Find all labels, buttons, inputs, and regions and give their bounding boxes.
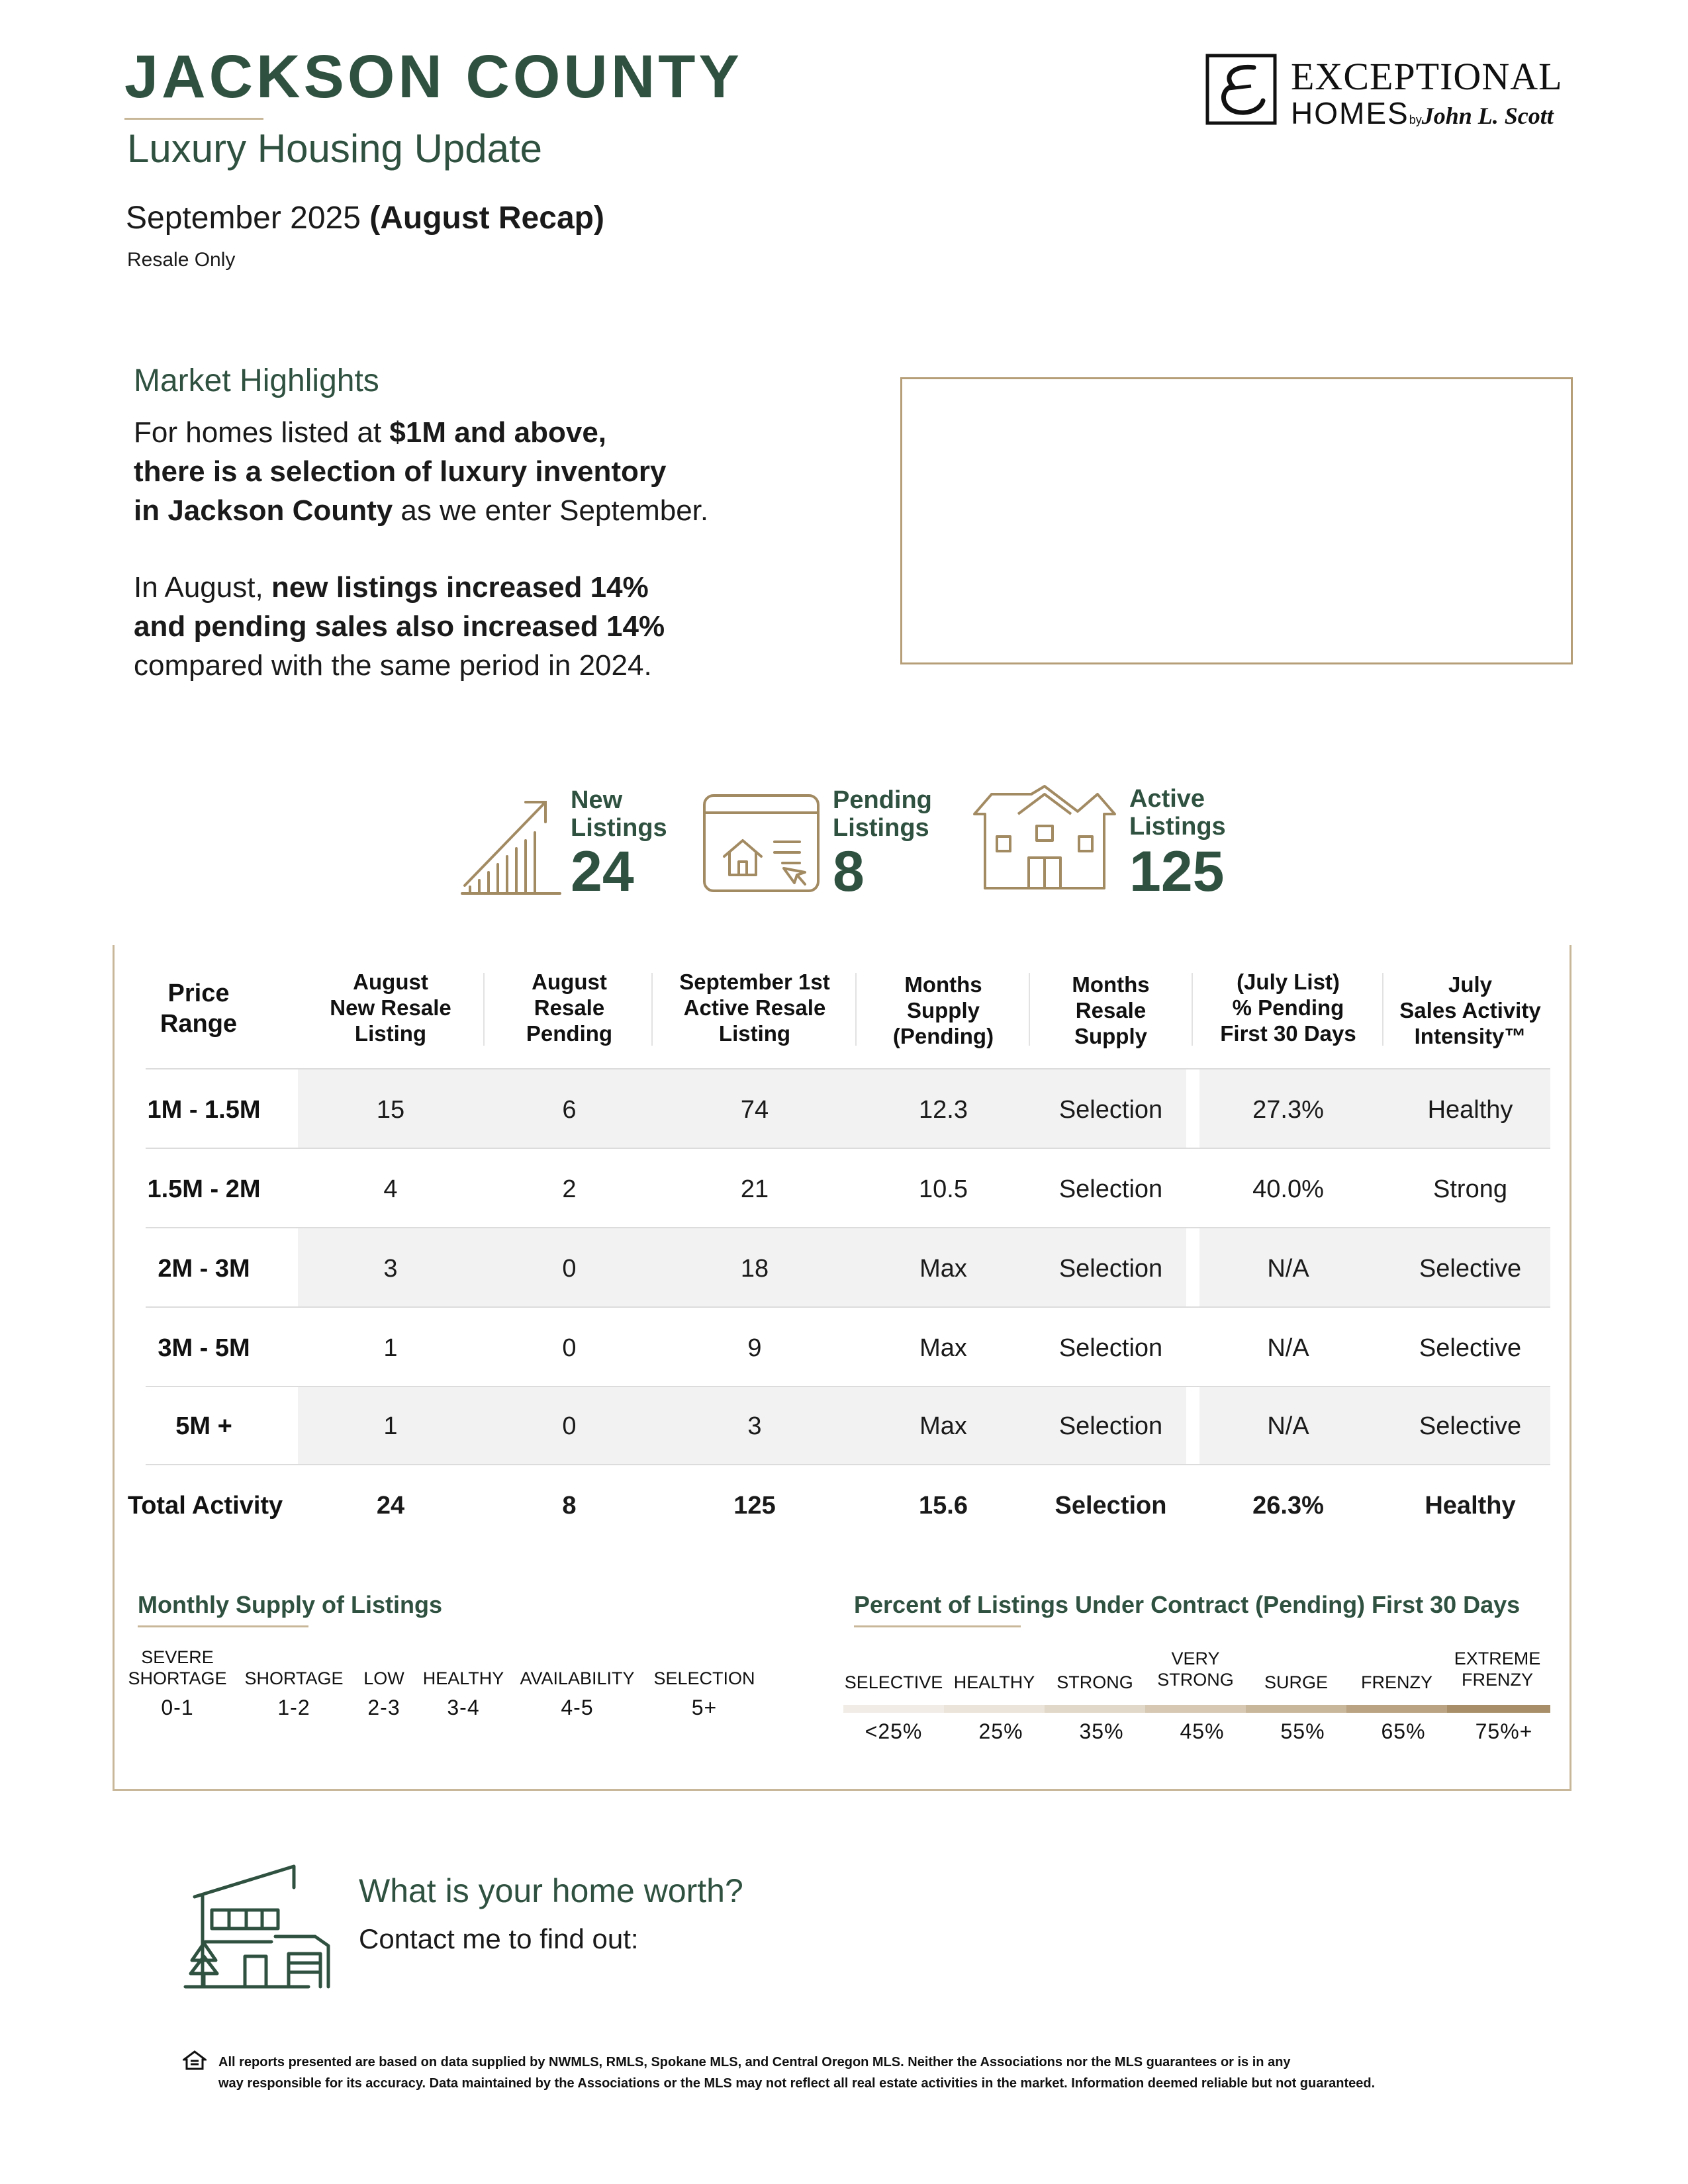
- pending-legend-value: <25%: [865, 1719, 923, 1743]
- table-cell: 12.3: [919, 1096, 968, 1124]
- pending-legend-label: [1145, 1648, 1246, 1690]
- label-line: New: [571, 786, 623, 814]
- p1-bold: in Jackson County: [134, 494, 393, 527]
- supply-legend-label: AVAILABILITY: [520, 1668, 635, 1688]
- table-cell: 6: [562, 1096, 577, 1124]
- stat-active-listings: [972, 785, 1226, 903]
- row-divider: [146, 1148, 1550, 1149]
- supply-legend-value: 4-5: [561, 1696, 594, 1719]
- table-cell: 4: [383, 1175, 398, 1203]
- logo-homes: HOMES: [1291, 96, 1409, 130]
- table-cell: Selection: [1058, 1255, 1163, 1283]
- pending-scale-segment: [1045, 1705, 1145, 1713]
- header-line: Supply: [906, 998, 980, 1023]
- table-cell: N/A: [1267, 1412, 1309, 1440]
- row-divider: [146, 1306, 1550, 1308]
- header-divider: [855, 973, 857, 1046]
- header-line: First 30 Days: [1220, 1021, 1356, 1046]
- label-line: VERY: [1171, 1649, 1220, 1668]
- pending-scale-segment: [1145, 1705, 1246, 1713]
- table-cell: 74: [740, 1096, 769, 1124]
- table-cell: Selective: [1419, 1255, 1522, 1283]
- header-line: Resale: [1075, 998, 1147, 1023]
- supply-legend-label: SHORTAGE: [244, 1668, 344, 1688]
- header-line: New Resale: [330, 995, 451, 1020]
- table-cell: Selection: [1058, 1175, 1163, 1203]
- supply-legend-value: 2-3: [367, 1696, 400, 1719]
- price-range-cell: 2M - 3M: [158, 1255, 250, 1283]
- supply-legend-value: 3-4: [447, 1696, 480, 1719]
- total-cell: 26.3%: [1252, 1492, 1324, 1520]
- table-cell: Healthy: [1427, 1096, 1513, 1124]
- pending-scale-segment: [843, 1705, 944, 1713]
- total-cell: 24: [376, 1492, 405, 1520]
- p2-text: In August,: [134, 571, 271, 604]
- highlights-paragraph-2: [134, 568, 665, 685]
- table-cell: 0: [562, 1255, 577, 1283]
- total-cell: Healthy: [1425, 1492, 1516, 1520]
- logo-line2: [1291, 95, 1554, 131]
- header-divider: [1382, 973, 1383, 1046]
- label-line: Listings: [833, 814, 929, 842]
- cta-question: What is your home worth?: [359, 1872, 743, 1909]
- cta-house-illustration: [179, 1857, 338, 1993]
- table-cell: 3: [747, 1412, 762, 1440]
- table-cell: Selection: [1058, 1096, 1163, 1124]
- table-cell: 10.5: [919, 1175, 968, 1203]
- disclaimer: [218, 2052, 1509, 2094]
- header-months-supply-pending: [861, 972, 1026, 1049]
- supply-legend-value: 0-1: [161, 1696, 194, 1719]
- new-listings-value: 24: [571, 840, 634, 903]
- table-cell: 3: [383, 1255, 398, 1283]
- supply-legend-label: HEALTHY: [422, 1668, 504, 1688]
- header-active-listing: [655, 969, 854, 1046]
- header-pending-first-30: [1196, 969, 1381, 1046]
- new-listings-label: [571, 786, 667, 842]
- label-line: SEVERE: [141, 1647, 214, 1667]
- table-cell: 40.0%: [1252, 1175, 1324, 1203]
- pending-scale-segment: [1246, 1705, 1346, 1713]
- header-line: Price: [167, 979, 230, 1007]
- price-range-cell: 1.5M - 2M: [147, 1175, 261, 1203]
- table-cell: 1: [383, 1334, 398, 1362]
- total-cell: Selection: [1055, 1492, 1167, 1520]
- stat-pending-listings: [702, 786, 932, 903]
- e-monogram-icon: [1205, 53, 1284, 132]
- table-cell: 1: [383, 1412, 398, 1440]
- logo-line1: EXCEPTIONAL: [1291, 55, 1563, 98]
- p1-bold: there is a selection of luxury inventory: [134, 455, 667, 488]
- pending-legend-label: [1447, 1648, 1548, 1690]
- table-cell: 27.3%: [1252, 1096, 1324, 1124]
- supply-legend-rule: [138, 1625, 308, 1627]
- disclaimer-line: way responsible for its accuracy. Data maintained by the Associations or the MLS may not reflect all real estate activities in the market. Information deemed reliable but not guaranteed.: [218, 2076, 1376, 2091]
- pending-legend-label: STRONG: [1056, 1672, 1133, 1692]
- table-cell: Strong: [1433, 1175, 1507, 1203]
- pending-legend-label: SELECTIVE: [844, 1672, 943, 1692]
- header-line: Resale: [534, 995, 605, 1020]
- period-month: September 2025: [126, 201, 361, 236]
- supply-legend-label: LOW: [363, 1668, 404, 1688]
- header-line: (July List): [1237, 970, 1340, 994]
- header-months-resale-supply: [1033, 972, 1189, 1049]
- pending-scale-segment: [1346, 1705, 1447, 1713]
- label-line: Listings: [571, 814, 667, 842]
- title-underline: [124, 118, 263, 120]
- label-line: SHORTAGE: [128, 1668, 227, 1688]
- pending-legend-value: 65%: [1381, 1719, 1426, 1743]
- pending-legend-label: HEALTHY: [953, 1672, 1035, 1692]
- p2-text: compared with the same period in 2024.: [134, 649, 652, 682]
- label-line: STRONG: [1157, 1670, 1234, 1690]
- row-divider: [146, 1386, 1550, 1387]
- pending-legend-value: 35%: [1079, 1719, 1124, 1743]
- pending-scale-segment: [1447, 1705, 1550, 1713]
- stat-new-listings: [457, 786, 667, 903]
- table-cell: 2: [562, 1175, 577, 1203]
- label-line: Active: [1129, 785, 1205, 813]
- table-cell: 21: [740, 1175, 769, 1203]
- header-line: Intensity™: [1414, 1024, 1526, 1048]
- supply-legend-value: 1-2: [277, 1696, 310, 1719]
- p2-bold: new listings increased 14%: [271, 571, 649, 604]
- header-sales-intensity: [1387, 972, 1553, 1049]
- modern-house-icon: [179, 1857, 338, 1989]
- row-divider: [146, 1068, 1550, 1069]
- header-line: Months: [1072, 972, 1150, 997]
- header-line: Active Resale: [683, 995, 826, 1020]
- resale-note: Resale Only: [127, 249, 236, 271]
- logo-brand: John L. Scott: [1421, 103, 1554, 129]
- price-range-cell: 3M - 5M: [158, 1334, 250, 1362]
- row-divider: [146, 1227, 1550, 1228]
- pending-legend-rule: [854, 1625, 1021, 1627]
- table-cell: Max: [919, 1255, 967, 1283]
- table-cell: Selective: [1419, 1412, 1522, 1440]
- pending-legend-value: 25%: [978, 1719, 1023, 1743]
- pending-legend-label: SURGE: [1264, 1672, 1329, 1692]
- header-line: % Pending: [1232, 995, 1344, 1020]
- table-cell: 0: [562, 1334, 577, 1362]
- disclaimer-line: All reports presented are based on data supplied by NWMLS, RMLS, Spokane MLS, and Central Oregon MLS. Neither the Associations nor the MLS guarantees or is in any: [218, 2055, 1291, 2070]
- pending-legend-label: FRENZY: [1361, 1672, 1432, 1692]
- exceptional-homes-logo: [1205, 53, 1575, 132]
- label-line: Pending: [833, 786, 932, 814]
- header-line: August: [353, 970, 428, 994]
- price-range-cell: 1M - 1.5M: [147, 1096, 261, 1124]
- total-cell: 15.6: [919, 1492, 968, 1520]
- photo-placeholder: [900, 377, 1573, 664]
- house-icon: [972, 785, 1117, 891]
- header-divider: [1029, 973, 1030, 1046]
- browser-house-icon: [702, 793, 821, 893]
- pending-listings-value: 8: [833, 840, 865, 903]
- header-line: (Pending): [892, 1024, 994, 1048]
- header-new-listing: [305, 969, 477, 1046]
- table-cell: Selection: [1058, 1334, 1163, 1362]
- table-cell: 9: [747, 1334, 762, 1362]
- label-line: Listings: [1129, 813, 1226, 841]
- p2-bold: and pending sales also increased 14%: [134, 610, 665, 643]
- supply-legend-heading: Monthly Supply of Listings: [138, 1591, 442, 1618]
- table-cell: Selective: [1419, 1334, 1522, 1362]
- row-divider: [146, 1464, 1550, 1465]
- header-line: September 1st: [679, 970, 830, 994]
- header-divider: [1192, 973, 1193, 1046]
- p1-bold: $1M and above,: [389, 416, 607, 449]
- pending-legend-value: 45%: [1180, 1719, 1225, 1743]
- table-cell: 18: [740, 1255, 769, 1283]
- table-cell: 0: [562, 1412, 577, 1440]
- price-range-cell: 5M +: [175, 1412, 232, 1440]
- header-line: Range: [160, 1010, 238, 1038]
- pending-legend-value: 75%+: [1475, 1719, 1533, 1743]
- page-title: JACKSON COUNTY: [124, 43, 743, 111]
- header-divider: [651, 973, 653, 1046]
- p1-text: as we enter September.: [393, 494, 709, 527]
- total-label: Total Activity: [127, 1492, 283, 1520]
- p1-text: For homes listed at: [134, 416, 390, 449]
- supply-legend-label: SELECTION: [653, 1668, 755, 1688]
- header-line: August: [532, 970, 607, 994]
- period-recap: (August Recap): [369, 201, 604, 236]
- logo-by: by: [1409, 113, 1422, 126]
- active-listings-value: 125: [1129, 840, 1225, 903]
- pending-scale-segment: [944, 1705, 1045, 1713]
- table-cell: Max: [919, 1412, 967, 1440]
- label-line: EXTREME: [1454, 1649, 1541, 1668]
- header-price-range: [132, 978, 265, 1039]
- report-period: [126, 200, 604, 236]
- table-cell: N/A: [1267, 1255, 1309, 1283]
- header-line: Listing: [718, 1021, 791, 1046]
- header-line: Pending: [526, 1021, 613, 1046]
- header-line: July: [1448, 972, 1493, 997]
- header-line: Supply: [1074, 1024, 1147, 1048]
- highlights-heading: Market Highlights: [134, 363, 379, 398]
- active-listings-label: [1129, 785, 1226, 841]
- pending-legend-value: 55%: [1280, 1719, 1325, 1743]
- rising-bars-icon: [457, 794, 563, 900]
- header-pending: [490, 969, 649, 1046]
- header-line: Sales Activity: [1399, 998, 1541, 1023]
- table-cell: N/A: [1267, 1334, 1309, 1362]
- supply-legend-value: 5+: [691, 1696, 718, 1719]
- table-cell: 15: [376, 1096, 405, 1124]
- page-subtitle: Luxury Housing Update: [127, 126, 543, 171]
- header-line: Months: [904, 972, 982, 997]
- table-cell: Max: [919, 1334, 967, 1362]
- supply-legend-label: [124, 1647, 230, 1689]
- pending-listings-label: [833, 786, 932, 842]
- total-cell: 125: [733, 1492, 776, 1520]
- table-cell: Selection: [1058, 1412, 1163, 1440]
- header-divider: [483, 973, 485, 1046]
- total-cell: 8: [562, 1492, 577, 1520]
- equal-housing-icon: [183, 2050, 207, 2070]
- header-line: Listing: [354, 1021, 427, 1046]
- pending-legend-heading: Percent of Listings Under Contract (Pending) First 30 Days: [854, 1591, 1521, 1618]
- highlights-paragraph-1: [134, 413, 708, 530]
- cta-contact: Contact me to find out:: [359, 1923, 639, 1954]
- label-line: FRENZY: [1462, 1670, 1533, 1690]
